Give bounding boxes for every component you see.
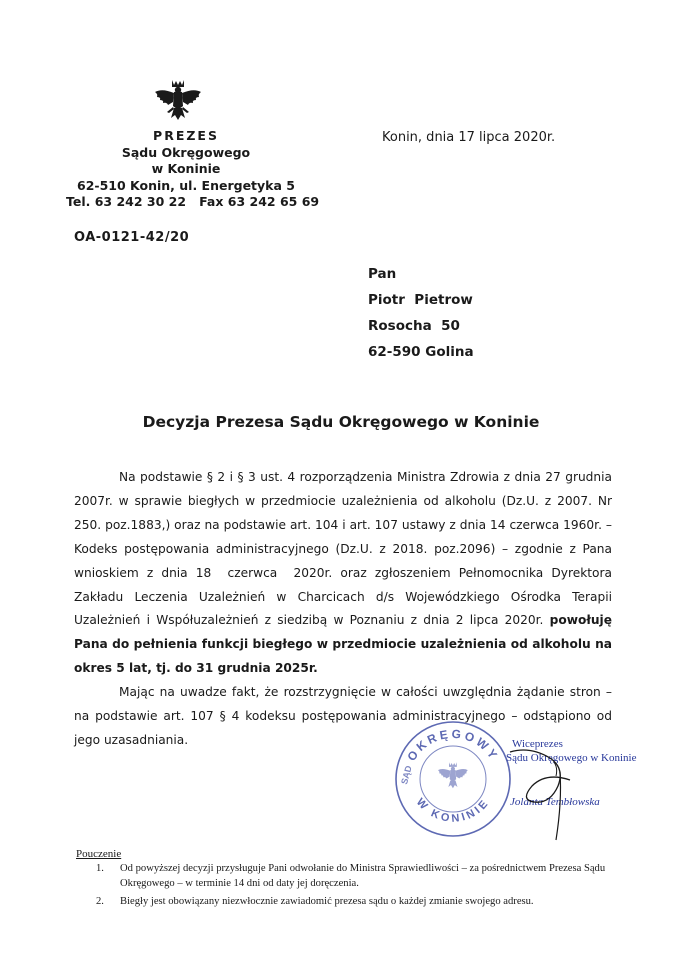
decision-paragraph-2: Mając na uwadze fakt, że rozstrzygnięcie w całości uwzględnia żądanie stron – na podstawie art. 107 § 4 kodeksu postępowania administracyjnego – odstąpiono od jego uzasadniania. <box>74 685 612 747</box>
recipient-address <box>368 262 474 366</box>
decision-paragraph-1-bold: powołuję Pana do pełnienia funkcji biegłego w przedmiocie uzależnienia od alkoholu na okres 5 lat, tj. do 31 grudnia 2025r. <box>74 613 612 676</box>
letterhead-title: PREZES <box>153 128 219 143</box>
instruction-text: Od powyższej decyzji przysługuje Pani odwołanie do Ministra Sprawiedliwości – za pośrednictwem Prezesa Sądu Okręgowego – w terminie 14 dni od daty jej doręczenia. <box>120 863 606 889</box>
stamp-left-text: SĄD <box>399 764 414 786</box>
signature-name: Jolanta Tembłowska <box>510 796 600 808</box>
recipient-salutation: Pan <box>368 266 397 282</box>
decision-paragraph-1 <box>74 466 616 681</box>
letterhead-city: w Koninie <box>151 161 221 177</box>
stamp-top-text: OKRĘGOWY <box>404 726 502 764</box>
reference-number: OA-0121-42/20 <box>74 230 190 245</box>
polish-eagle-emblem-icon <box>152 78 204 126</box>
letterhead-court: Sądu Okręgowego <box>121 144 251 160</box>
signature-role: Wiceprezes <box>512 738 563 750</box>
letterhead-address: 62-510 Konin, ul. Energetyka 5 <box>77 177 295 193</box>
signature-court: Sądu Okręgowego w Koninie <box>506 751 637 764</box>
letterhead <box>66 128 320 211</box>
instruction-number: 2. <box>96 896 104 907</box>
decision-body <box>74 466 616 753</box>
instruction-item <box>96 895 616 910</box>
letterhead-contact: Tel. 63 242 30 22 Fax 63 242 65 69 <box>66 194 320 210</box>
instruction-number: 1. <box>96 863 104 874</box>
recipient-name: Piotr Pietrow <box>368 292 473 308</box>
recipient-street: Rosocha 50 <box>368 318 460 334</box>
decision-paragraph-1-text: Na podstawie § 2 i § 3 ust. 4 rozporządzenia Ministra Zdrowia z dnia 27 grudnia 2007r. w sprawie biegłych w przedmiocie uzależnienia od alkoholu (Dz.U. z 2007. Nr 250. poz.1883,) oraz na podstawie art. 104 i art. 107 ustawy z dnia 14 czerwca 1960r. – Kodeks postępowania administracyjnego (Dz.U. z 2018. poz.2096) – zgodnie z Pana wnioskiem z dnia 18 czerwca 2020r. oraz zgłoszeniem Pełnomocnika Dyrektora Zakładu Leczenia Uzależnień w Charcicach d/s Wojewódzkiego Ośrodka Terapii Uzależnień i Współuzależnień z siedzibą w Poznaniu z dnia 2 lipca 2020r. <box>74 470 616 628</box>
instructions-list <box>96 862 616 914</box>
instruction-text: Biegły jest obowiązany niezwłocznie zawiadomić prezesa sądu o każdej zmianie swojego adresu. <box>120 896 534 907</box>
handwritten-signature <box>450 742 620 847</box>
document-title: Decyzja Prezesa Sądu Okręgowego w Koninie <box>142 413 540 431</box>
instruction-item <box>96 862 616 891</box>
stamp-bottom-text: W KONINIE <box>413 796 493 825</box>
place-date: Konin, dnia 17 lipca 2020r. <box>382 130 556 145</box>
instructions-heading: Pouczenie <box>76 848 122 860</box>
recipient-city: 62-590 Golina <box>368 344 474 360</box>
